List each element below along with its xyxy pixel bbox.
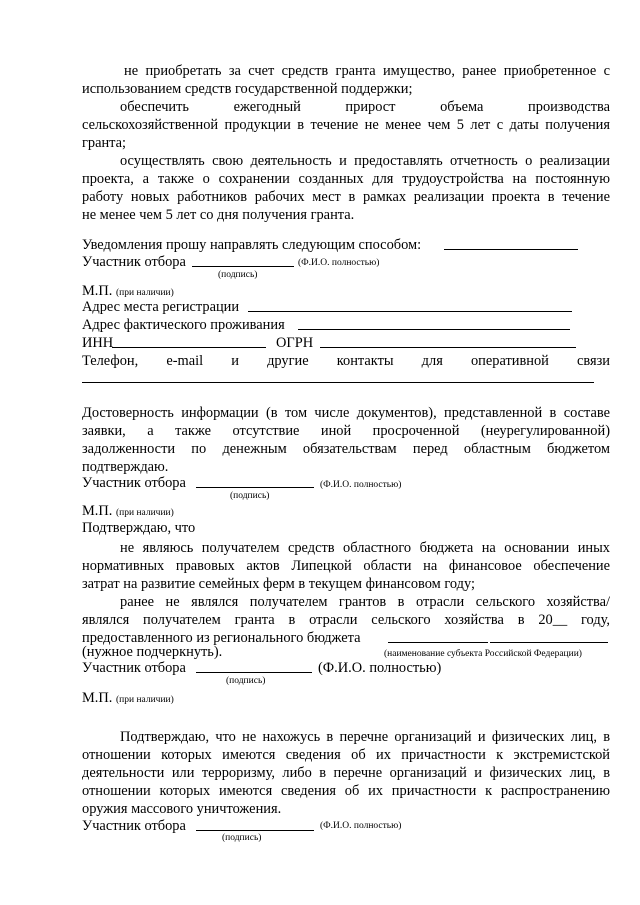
p2-line2: сельскохозяйственной продукции в течение не менее чем 5 лет с даты получения [82,117,610,133]
participant-signature-field-1[interactable] [192,266,294,267]
fio-note-2: (Ф.И.О. полностью) [320,480,402,490]
inn-field[interactable] [112,347,266,348]
p3-line4: не менее чем 5 лет со дня получения гранта. [82,207,355,223]
participant-label-3: Участник отбора [82,660,186,676]
fact-address-field[interactable] [298,329,570,330]
participant-signature-field-4[interactable] [196,830,314,831]
s2-line1: Достоверность информации (в том числе документов), представленной в составе [82,405,610,421]
p3-line2: проекта, а также о сохранении созданных для трудоустройства на постоянную [82,171,610,187]
c2-line3: предоставленного из регионального бюджета [82,630,361,646]
signature-note-2: (подпись) [230,491,270,501]
s2-line3: задолженности по денежным обязательствам перед областным бюджетом [82,441,610,457]
c1-line1: не являюсь получателем средств областного бюджета на основании иных [120,540,610,556]
mp-label-1: М.П. (при наличии) [82,283,174,299]
fio-note-4: (Ф.И.О. полностью) [320,821,402,831]
s2-line2: заявки, а также отсутствие иной просроченной (неурегулированной) [82,423,610,439]
c2-line2: являлся получателем гранта в отрасли сельского хозяйства в 20__ году, [82,612,610,628]
s2-line4: подтверждаю. [82,459,169,475]
participant-label-4: Участник отбора [82,818,186,834]
inn-label: ИНН [82,335,114,351]
ogrn-field[interactable] [320,347,576,348]
c2-line1: ранее не являлся получателем грантов в отрасли сельского хозяйства/ [120,594,610,610]
participant-label-1: Участник отбора [82,254,186,270]
mp-label-2: М.П. (при наличии) [82,503,174,519]
s3-line3: деятельности или терроризму, либо в перечне организаций и физических лиц, в [82,765,610,781]
participant-signature-field-3[interactable] [196,672,312,673]
p1-line2: использованием средств государственной поддержки; [82,81,413,97]
notify-field[interactable] [444,249,578,250]
participant-label-2: Участник отбора [82,475,186,491]
fact-address-label: Адрес фактического проживания [82,317,285,333]
region-note: (наименование субъекта Российской Федерации) [384,649,582,659]
c1-line3: затрат на развитие семейных ферм в текущем финансовом году; [82,576,475,592]
phone-label: Телефон, e-mail и другие контакты для оперативной связи [82,353,610,369]
notify-label: Уведомления прошу направлять следующим способом: [82,237,422,253]
p3-line1: осуществлять свою деятельность и предоставлять отчетность о реализации [120,153,610,169]
s3-line2: отношении которых имеются сведения об их причастности к экстремистской [82,747,610,763]
s3-line1: Подтверждаю, что не нахожусь в перечне организаций и физических лиц, в [120,729,610,745]
signature-note-4: (подпись) [222,833,262,843]
confirm-label: Подтверждаю, что [82,520,196,536]
fio-note-3: (Ф.И.О. полностью) [318,660,442,676]
p1-line1: не приобретать за счет средств гранта имущество, ранее приобретенное с [124,63,610,79]
signature-note-3: (подпись) [226,676,266,686]
reg-address-label: Адрес места регистрации [82,299,240,315]
c1-line2: нормативных правовых актов Липецкой области на финансовое обеспечение [82,558,610,574]
region-field-b[interactable] [490,642,608,643]
mp-label-3: М.П. (при наличии) [82,690,174,706]
participant-signature-field-2[interactable] [196,487,314,488]
region-field-a[interactable] [388,642,488,643]
p2-line3: гранта; [82,135,127,151]
reg-address-field[interactable] [248,311,572,312]
p2-line1: обеспечить ежегодный прирост объема производства [120,99,610,115]
fio-note-1: (Ф.И.О. полностью) [298,258,380,268]
phone-field[interactable] [82,382,594,383]
s3-line5: оружия массового уничтожения. [82,801,282,817]
s3-line4: отношении которых имеются сведения об их причастности к распространению [82,783,610,799]
p3-line3: работу новых работников рабочих мест в рамках реализации проекта в течение [82,189,610,205]
signature-note-1: (подпись) [218,270,258,280]
ogrn-label: ОГРН [276,335,314,351]
c2-line4: (нужное подчеркнуть). [82,644,223,660]
